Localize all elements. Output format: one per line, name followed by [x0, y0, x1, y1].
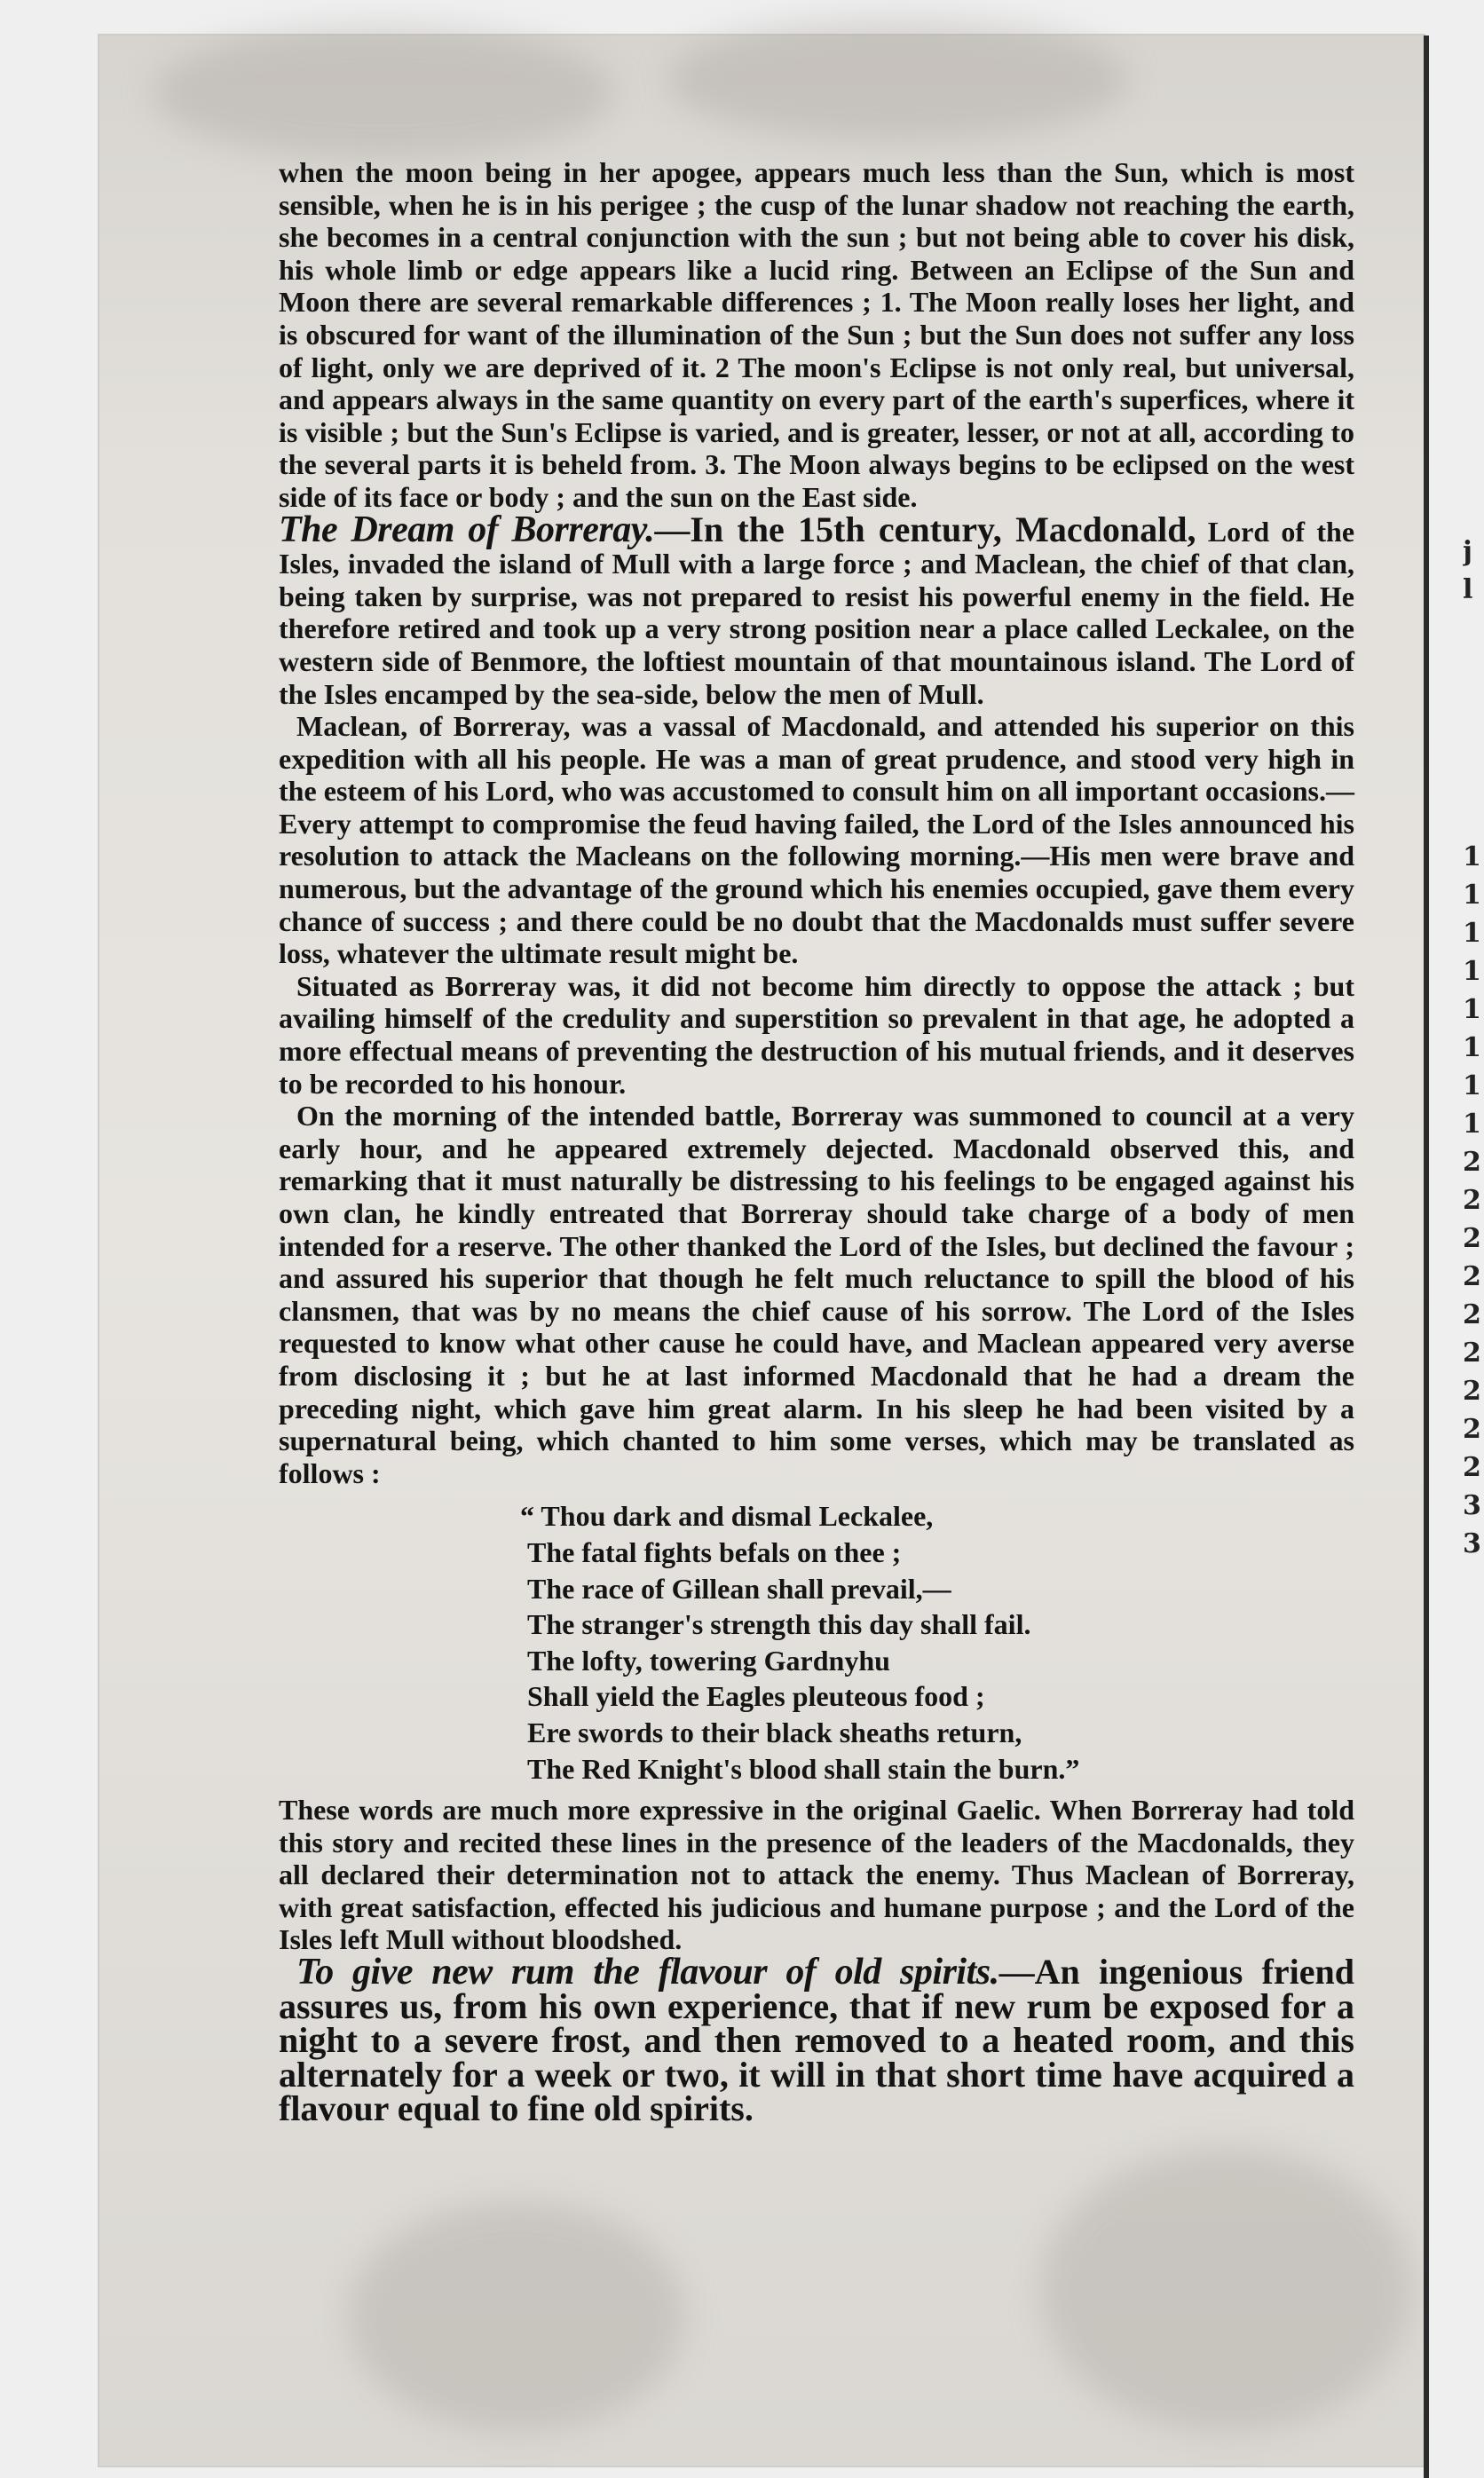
dream-paragraph: Maclean, of Borreray, was a vassal of Macdonald, and attended his superior on this expedition with all his people. He was a man of great prudence, and stood very high in the esteem of his Lord, who was accustomed to consult him on all important occasions.—Every attempt to compromise the feud having failed, the Lord of the Isles announced his resolution to attack the Macleans on the following morning.—His men were brave and numerous, but the advantage of the ground which his enemies occupied, gave them every chance of success ; and there could be no doubt that the Macdonalds must suffer severe loss, whatever the ultimate result might be. [279, 710, 1354, 970]
water-stain-top [153, 27, 614, 160]
dream-paragraph: Situated as Borreray was, it did not become him directly to oppose the attack ; but availing himself of the credulity and superstition so prevalent in that age, he adopted a more effectual means of preventing the destruction of his mutual friends, and it deserves to be recorded to his honour. [279, 969, 1354, 1100]
dream-article-lead: —In the 15th century, Macdonald, [654, 509, 1196, 549]
verse-line: The lofty, towering Gardnyhu [527, 1644, 890, 1677]
dream-intro-text: Lord of the Isles, invaded the island of Mull with a large force ; and Maclean, the chief of that clan, being taken by surprise, was not prepared to resist his powerful enemy in the field. He therefore retired and took up a very strong position near a place called Leckalee, on the western side of Benmore, the loftiest mountain of that mountainous island. The Lord of the Isles encamped by the sea-side, below the men of Mull. [279, 515, 1355, 710]
verse-line: “ Thou dark and dismal Leckalee, [520, 1500, 934, 1533]
water-stain-bottom-right [1040, 2148, 1413, 2432]
rum-paragraph [279, 1952, 1354, 2129]
adjacent-page-fragment: j l 1 1 1 1 1 1 1 1 2 2 2 2 2 2 2 2 2 3 3 [1463, 536, 1481, 1559]
article-column [279, 156, 1354, 2127]
rum-article-heading: To give new rum the flavour of old spirits. [296, 1952, 999, 1993]
verse-line: The stranger's strength this day shall fail. [527, 1608, 1031, 1641]
page-fold-shadow [1424, 36, 1429, 2478]
water-stain-bottom-left [348, 2201, 685, 2432]
water-stain-top-right [667, 18, 1129, 142]
eclipse-paragraph: when the moon being in her apogee, appears much less than the Sun, which is most sensible, when he is in his perigee ; the cusp of the lunar shadow not reaching the earth, she becomes in a central conjunction with the sun ; but not being able to cover his disk, his whole limb or edge appears like a lucid ring. Between an Eclipse of the Sun and Moon there are several remarkable differences ; 1. The Moon really loses her light, and is obscured for want of the illumination of the Sun ; but the Sun does not suffer any loss of light, only we are deprived of it. 2 The moon's Eclipse is not only real, but universal, and appears always in the same quantity on every part of the earth's superfices, where it is visible ; but the Sun's Eclipse is varied, and is greater, lesser, or not at all, according to the several parts it is beheld from. 3. The Moon always begins to be eclipsed on the west side of its face or body ; and the sun on the East side. [279, 156, 1354, 513]
rum-article-body: —An ingenious friend assures us, from his own experience, that if new rum be exposed for a night to a severe frost, and then removed to a heated room, and this alternately for a week or two, it will in that short time have acquired a flavour equal to fine old spirits. [279, 1952, 1354, 2129]
verse-line: Ere swords to their black sheaths return, [527, 1716, 1022, 1748]
verse-block [520, 1498, 1354, 1787]
verse-line: The Red Knight's blood shall stain the burn.” [527, 1752, 1080, 1785]
dream-paragraph: On the morning of the intended battle, Borreray was summoned to council at a very early hour, and he appeared extremely dejected. Macdonald observed this, and remarking that it must naturally be distressing to his feelings to be engaged against his own clan, he kindly entreated that Borreray should take charge of a body of men intended for a reserve. The other thanked the Lord of the Isles, but declined the favour ; and assured his superior that though he felt much reluctance to spill the blood of his clansmen, that was by no means the chief cause of his sorrow. The Lord of the Isles requested to know what other cause he could have, and Maclean appeared very averse from disclosing it ; but he at last informed Macdonald that he had a dream the preceding night, which gave him great alarm. In his sleep he had been visited by a supernatural being, which chanted to him some verses, which may be translated as follows : [279, 1100, 1354, 1489]
dream-intro-paragraph [279, 509, 1355, 711]
verse-line: The fatal fights befals on thee ; [527, 1535, 902, 1568]
dream-conclusion-paragraph: These words are much more expressive in the original Gaelic. When Borreray had told this story and recited these lines in the presence of the leaders of the Macdonalds, they all declared their determination not to attack the enemy. Thus Maclean of Borreray, with great satisfaction, effected his judicious and humane purpose ; and the Lord of the Isles left Mull without bloodshed. [279, 1794, 1354, 1956]
verse-line: The race of Gillean shall prevail,— [527, 1572, 951, 1605]
dream-article-heading: The Dream of Borreray. [279, 509, 655, 550]
verse-line: Shall yield the Eagles pleuteous food ; [527, 1680, 985, 1713]
